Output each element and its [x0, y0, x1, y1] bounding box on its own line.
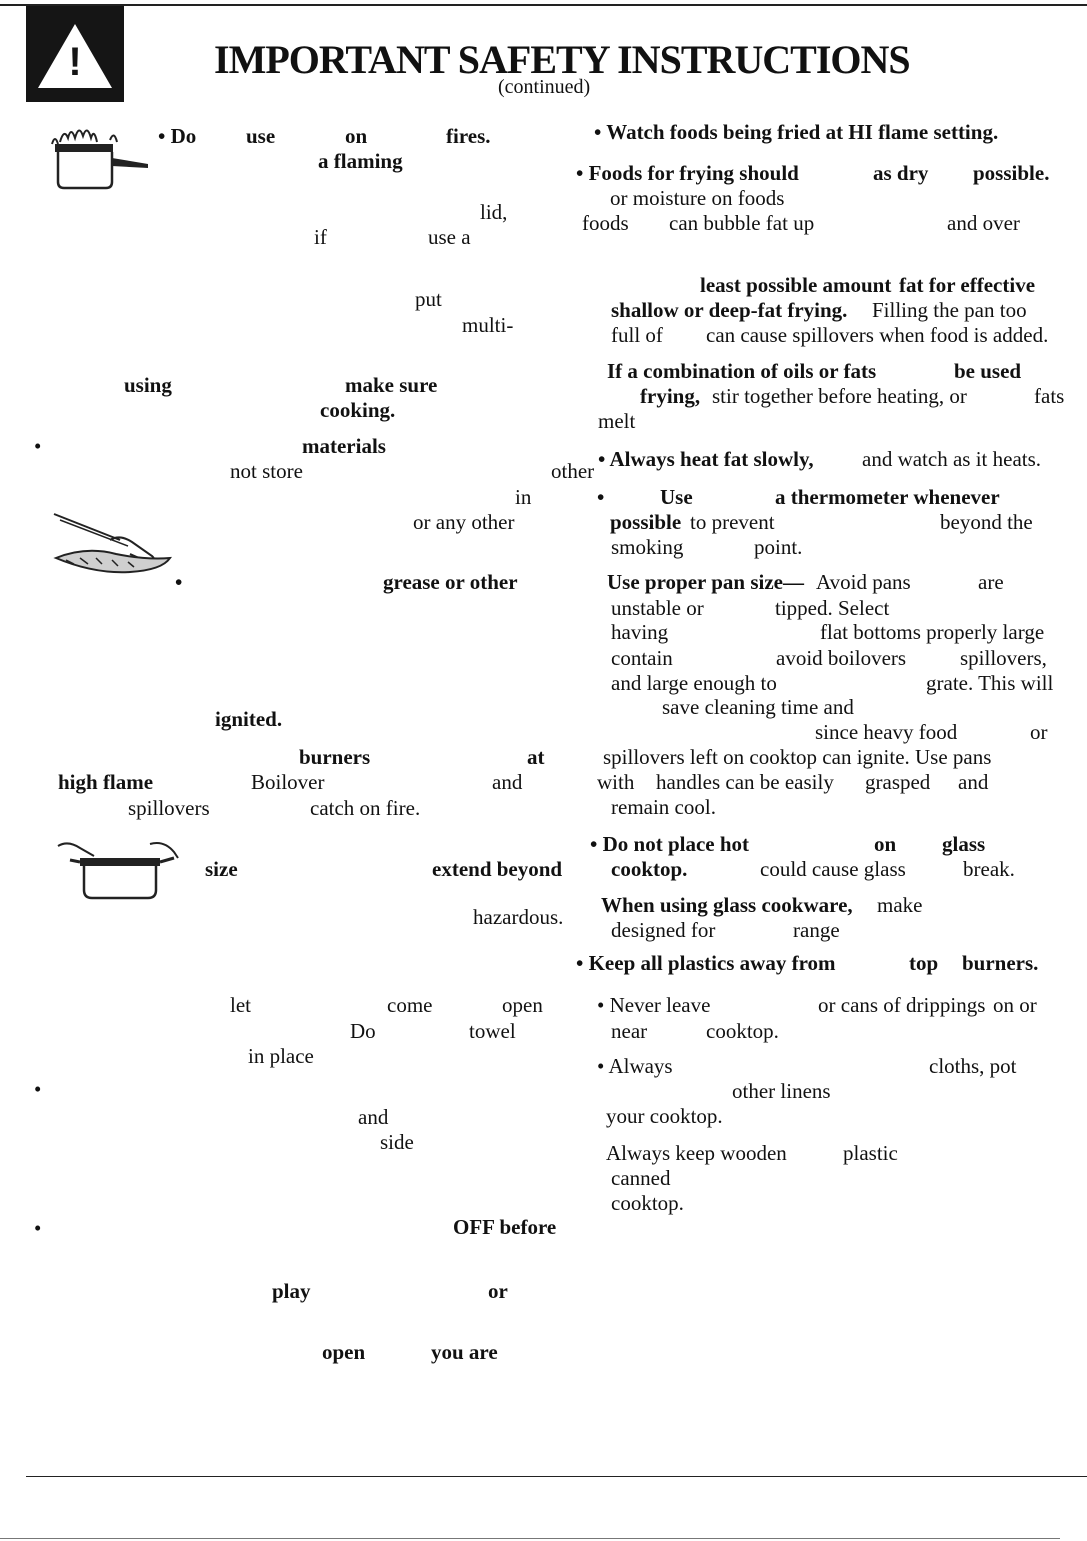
right-text: frying, — [640, 384, 701, 408]
left-text: size — [205, 857, 238, 881]
right-text: beyond the — [940, 510, 1033, 534]
right-text: • Never leave — [597, 993, 711, 1017]
left-text: use a — [428, 225, 471, 249]
left-text: catch on fire. — [310, 796, 421, 820]
right-text: be used — [954, 359, 1022, 383]
right-text: If a combination of oils or fats — [607, 359, 877, 383]
right-text: break. — [963, 857, 1015, 881]
left-text: Do — [350, 1019, 376, 1043]
right-text: grasped — [865, 770, 931, 794]
right-text: least possible amount — [700, 273, 892, 297]
right-text: cooktop. — [706, 1019, 779, 1043]
right-text: a thermometer whenever — [775, 485, 1000, 509]
left-text: • — [34, 1077, 42, 1101]
right-text: having — [611, 620, 669, 644]
right-text: glass — [942, 832, 986, 856]
left-text: Boilover — [251, 770, 325, 794]
right-text: cloths, pot — [929, 1054, 1017, 1078]
right-text: cooktop. — [611, 1191, 684, 1215]
left-text: if — [314, 225, 327, 249]
left-text: in place — [248, 1044, 314, 1068]
left-text: • — [175, 570, 183, 594]
right-text: other linens — [732, 1079, 831, 1103]
right-text: Use — [660, 485, 693, 509]
left-text: multi- — [462, 313, 514, 337]
right-text: foods — [582, 211, 629, 235]
right-text: save cleaning time and — [662, 695, 854, 719]
right-text: on — [874, 832, 897, 856]
footer-rule — [0, 1538, 1060, 1539]
right-text: can cause spillovers when food is added. — [706, 323, 1049, 347]
right-text: fats — [1034, 384, 1065, 408]
right-text: your cooktop. — [606, 1104, 723, 1128]
right-text: Filling the pan too — [872, 298, 1027, 322]
right-text: possible. — [973, 161, 1050, 185]
right-text: stir together before heating, or — [712, 384, 967, 408]
left-text: spillovers — [128, 796, 210, 820]
left-text: other — [551, 459, 595, 483]
right-text: or moisture on foods — [610, 186, 785, 210]
left-text: • — [34, 1216, 42, 1240]
left-text: • Do — [158, 124, 197, 148]
left-text: grease or other — [383, 570, 518, 594]
left-text: ignited. — [215, 707, 283, 731]
left-text: and — [358, 1105, 389, 1129]
right-text: Use proper pan size— — [607, 570, 804, 594]
right-text: spillovers left on cooktop can ignite. Use pans — [603, 745, 992, 769]
right-text: with — [597, 770, 635, 794]
left-text: or any other — [413, 510, 515, 534]
left-text: at — [527, 745, 545, 769]
left-text: fires. — [446, 124, 491, 148]
left-text: use — [246, 124, 276, 148]
right-text: are — [978, 570, 1004, 594]
right-text: make — [877, 893, 923, 917]
right-text: tipped. Select — [775, 596, 890, 620]
left-text: burners — [299, 745, 371, 769]
right-text: designed for — [611, 918, 716, 942]
right-text: grate. This will — [926, 671, 1054, 695]
left-text: play — [272, 1279, 311, 1303]
right-text: to prevent — [690, 510, 775, 534]
top-rule — [0, 4, 1087, 6]
right-text: When using glass cookware, — [601, 893, 853, 917]
left-text: let — [230, 993, 251, 1017]
hand-towel-icon — [50, 510, 180, 580]
left-text: or — [488, 1279, 508, 1303]
left-text: using — [124, 373, 172, 397]
right-text: near — [611, 1019, 648, 1043]
left-text: make sure — [345, 373, 438, 397]
right-text: and large enough to — [611, 671, 777, 695]
right-text: and over — [947, 211, 1020, 235]
left-text: lid, — [480, 200, 508, 224]
right-text: • Always heat fat slowly, — [598, 447, 814, 471]
page-subtitle: (continued) — [498, 76, 591, 98]
left-text: cooking. — [320, 398, 396, 422]
left-text: on — [345, 124, 368, 148]
left-text: a flaming — [318, 149, 403, 173]
right-text: avoid boilovers — [776, 646, 907, 670]
right-text: point. — [754, 535, 803, 559]
left-text: extend beyond — [432, 857, 563, 881]
left-text: come — [387, 993, 433, 1017]
right-text: on or — [993, 993, 1037, 1017]
flaming-pan-icon — [30, 122, 155, 192]
left-text: OFF before — [453, 1215, 557, 1239]
right-text: burners. — [962, 951, 1039, 975]
right-text: spillovers, — [960, 646, 1047, 670]
right-text: full of — [611, 323, 663, 347]
right-text: Avoid pans — [816, 570, 911, 594]
right-text: • Keep all plastics away from — [576, 951, 836, 975]
right-text: or — [1030, 720, 1048, 744]
right-text: and — [958, 770, 989, 794]
left-text: high flame — [58, 770, 154, 794]
left-text: you are — [431, 1340, 498, 1364]
right-text: flat bottoms properly large — [820, 620, 1045, 644]
right-text: can bubble fat up — [669, 211, 815, 235]
bottom-rule — [26, 1476, 1087, 1477]
left-text: side — [380, 1130, 414, 1154]
warning-exclamation: ! — [68, 40, 82, 84]
right-text: top — [909, 951, 939, 975]
left-text: towel — [469, 1019, 516, 1043]
left-text: open — [322, 1340, 366, 1364]
right-text: smoking — [611, 535, 684, 559]
left-text: • — [34, 434, 42, 458]
right-text: remain cool. — [611, 795, 716, 819]
pot-handles-icon — [50, 838, 190, 908]
right-text: possible — [610, 510, 682, 534]
left-text: open — [502, 993, 543, 1017]
right-text: since heavy food — [815, 720, 958, 744]
right-text: contain — [611, 646, 673, 670]
right-text: as dry — [873, 161, 929, 185]
right-text: fat for effective — [899, 273, 1036, 297]
right-text: • Watch foods being fried at HI flame setting. — [594, 120, 999, 144]
right-text: handles can be easily — [656, 770, 834, 794]
right-text: • Do not place hot — [590, 832, 750, 856]
page-title: IMPORTANT SAFETY INSTRUCTIONS — [214, 37, 910, 82]
left-text: put — [415, 287, 442, 311]
right-text: • Always — [597, 1054, 673, 1078]
right-text: • — [597, 485, 605, 509]
right-text: • Foods for frying should — [576, 161, 799, 185]
left-text: in — [515, 485, 532, 509]
right-text: or cans of drippings — [818, 993, 986, 1017]
left-text: hazardous. — [473, 905, 564, 929]
left-text: materials — [302, 434, 386, 458]
right-text: unstable or — [611, 596, 704, 620]
warning-block — [26, 6, 124, 102]
right-text: and watch as it heats. — [862, 447, 1042, 471]
right-text: shallow or deep-fat frying. — [611, 298, 848, 322]
right-text: range — [793, 918, 840, 942]
right-text: canned — [611, 1166, 671, 1190]
right-text: plastic — [843, 1141, 898, 1165]
left-text: not store — [230, 459, 303, 483]
right-text: cooktop. — [611, 857, 688, 881]
left-text: and — [492, 770, 523, 794]
right-text: could cause glass — [760, 857, 906, 881]
right-text: Always keep wooden — [606, 1141, 787, 1165]
right-text: melt — [598, 409, 636, 433]
